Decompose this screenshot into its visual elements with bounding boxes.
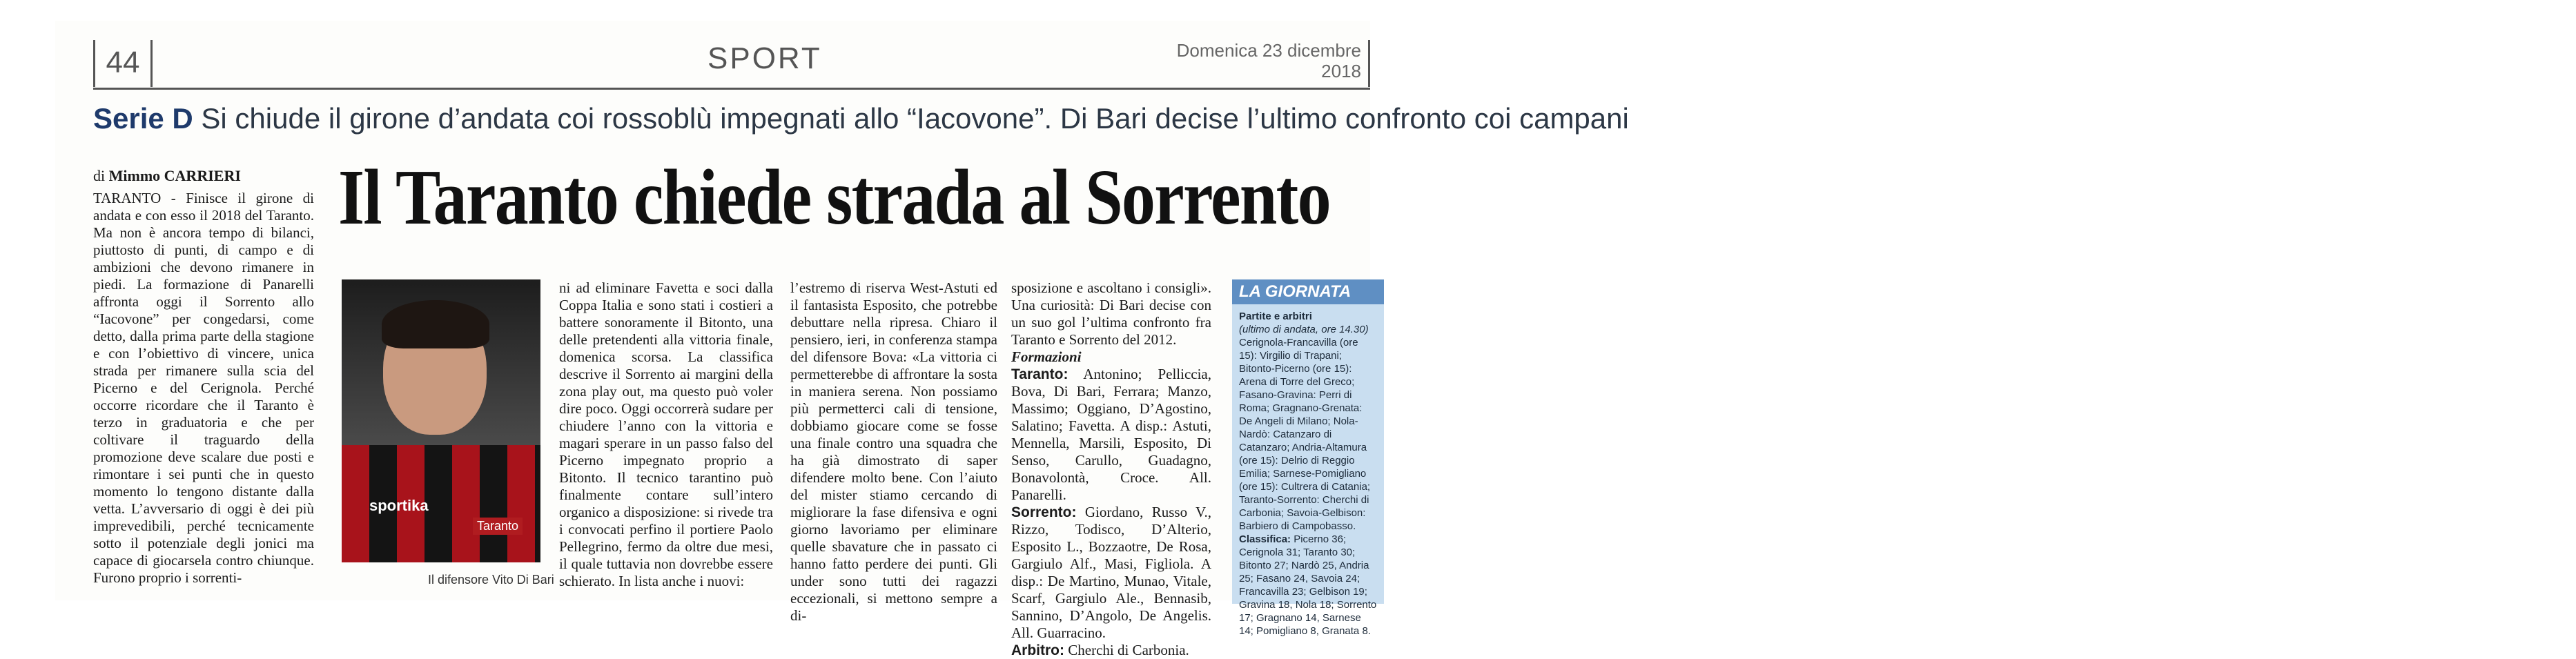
date-line (1154, 40, 1370, 87)
shirt-sponsor: sportika (369, 497, 429, 514)
byline-prefix: di (93, 167, 106, 184)
article-column-3 (790, 279, 997, 624)
photo-caption: Il difensore Vito Di Bari (428, 573, 554, 587)
kicker-label: Serie D (93, 102, 193, 135)
newspaper-clipping (55, 21, 1629, 658)
player-hair (382, 300, 489, 348)
section-name: SPORT (708, 41, 822, 75)
taranto-lineup (1011, 366, 1211, 504)
column-1-text: TARANTO - Finisce il girone di andata e con esso il 2018 del Taranto. Ma non è ancora tempo di bilanci, piuttosto di punti, di campo e di ambizioni che devono rimanere in piedi. La formazione di Panarelli affronta oggi il Sorrento allo “Iacovone” per congedarsi, come detto, dalla prima parte della stagione e con l’obiettivo di vincere, unica strada per rimanere sulla scia del Picerno e del Cerignola. Perché occorre ricordare che il Taranto è terzo in graduatoria e che per coltivare il traguardo della promozione deve scalare due posti e rimontare i sei punti che in questo momento lo tengono distante dalla vetta. L’avversario di oggi è dei più imprevedibili, perché tecnicamente sotto il potenziale degli jonici ma capace di giocarsela contro chiunque. Furono proprio i sorrenti- (93, 190, 314, 586)
page-number: 44 (93, 40, 153, 87)
giornata-body (1232, 304, 1384, 643)
referee-name: Cherchi di Carbonia. (1064, 642, 1189, 658)
column-4-intro: sposizione e ascoltano i consigli». Una curiosità: Di Bari decise con un suo gol l’ultima confronto fra Taranto e Sorrento del 2012. (1011, 279, 1211, 348)
kicker (93, 102, 1629, 135)
giornata-title: LA GIORNATA (1232, 279, 1384, 304)
byline (93, 167, 241, 185)
sorrento-players: Giordano, Russo V., Rizzo, Todisco, D’Alterio, Esposito L., Bozzaotre, De Rosa, Gargiulo Alf., Masi, Figliola. A disp.: De Martino, Munao, Vitale, Scarf, Gargiulo Ale., Bennasib, Sannino, D’Angolo, De Angelis. All. Guarracino. (1011, 504, 1211, 641)
byline-author: Mimmo CARRIERI (108, 167, 241, 184)
taranto-players: Antonino; Pelliccia, Bova, Di Bari, Ferrara; Manzo, Massimo; Oggiano, D’Agostino, Salatino; Favetta. A disp.: Astuti, Mennella, Marsili, Esposito, Di Senso, Carullo, Guadagno, Bonavolontà, Croce. All. Panarelli. (1011, 366, 1211, 503)
referee-line (1011, 642, 1211, 659)
matches-list: Cerignola-Francavilla (ore 15): Virgilio di Trapani; Bitonto-Picerno (ore 15): Arena di Torre del Greco; Fasano-Gravina: Perri di Roma; Gragnano-Grenata: De Angeli di Milano; Nola-Nardò: Catanzaro di Catanzaro; Andria-Altamura (ore 15): Delrio di Reggio Emilia; Sarnese-Pomigliano (ore 15): Cultrera di Catania; Taranto-Sorrento: Cherchi di Carbonia; Savoia-Gelbison: Barbiero di Campobasso. (1239, 337, 1371, 532)
standings (1239, 533, 1377, 638)
standings-text: Picerno 36; Cerignola 31; Taranto 30; Bitonto 27; Nardò 25, Andria 25; Fasano 24, Savoia 24; Francavilla 23; Gelbison 19; Gravina 18, Nola 18; Sorrento 17; Gragnano 14, Sarnese 14; Pomigliano 8, Granata 8. (1239, 533, 1377, 637)
player-photo (342, 279, 540, 562)
sorrento-lineup (1011, 504, 1211, 642)
headline: Il Taranto chiede strada al Sorrento (338, 153, 1330, 241)
article-column-2 (559, 279, 773, 590)
column-2-text: ni ad eliminare Favetta e soci dalla Coppa Italia e sono stati i costieri a battere sonoramente il Bitonto, una delle pretendenti alla vittoria finale, domenica scorsa. La classifica descrive il Sorrento ai margini della zona play out, ma questo può voler dire poco. Oggi occorrerà sudare per chiudere l’anno con la vittoria e magari sperare in un passo falso del Picerno impegnato proprio a Bitonto. Il tecnico tarantino può finalmente contare sull’intero organico a disposizione: si rivede tra i convocati perfino il portiere Paolo Pellegrino, fermo da oltre due mesi, il quale tuttavia non dovrebbe essere schierato. In lista anche i nuovi: (559, 279, 773, 589)
matches-note: (ultimo di andata, ore 14.30) (1239, 324, 1369, 335)
page-header (93, 35, 1370, 90)
date-year: 2018 (1321, 61, 1361, 81)
article-column-4 (1011, 279, 1211, 659)
formazioni-heading: Formazioni (1011, 348, 1082, 365)
kicker-text: Si chiude il girone d’andata coi rossoblù impegnati allo “Iacovone”. Di Bari decise l’ultimo confronto coi campani (193, 102, 1629, 135)
club-badge: Taranto (473, 518, 523, 535)
giornata-box (1232, 279, 1384, 637)
column-3-text: l’estremo di riserva West-Astuti ed il fantasista Esposito, che potrebbe debuttare nella ripresa. Chiaro il pensiero, ieri, in conferenza stampa del difensore Bova: «La vittoria ci permetterebbe di affrontare la sosta in maniera serena. Non possiamo più permetterci cali di tensione, dobbiamo giocare come se fosse una finale contro una squadra che ha già dimostrato di saper difendere molto bene. Con l’aiuto del mister stiamo cercando di migliorare la fase difensiva e ogni giorno lavoriamo per eliminare quelle sbavature che in passato ci hanno fatto perdere dei punti. Gli under sono tutti dei ragazzi eccezionali, si mettono sempre a di- (790, 279, 997, 624)
sorrento-label: Sorrento: (1011, 504, 1077, 520)
date-weekday: Domenica 23 dicembre (1176, 40, 1361, 61)
header-rule (93, 88, 1370, 90)
article-column-1 (93, 190, 314, 587)
referee-label: Arbitro: (1011, 642, 1064, 658)
taranto-label: Taranto: (1011, 366, 1069, 382)
standings-label: Classifica: (1239, 533, 1291, 545)
matches-heading: Partite e arbitri (1239, 311, 1312, 322)
